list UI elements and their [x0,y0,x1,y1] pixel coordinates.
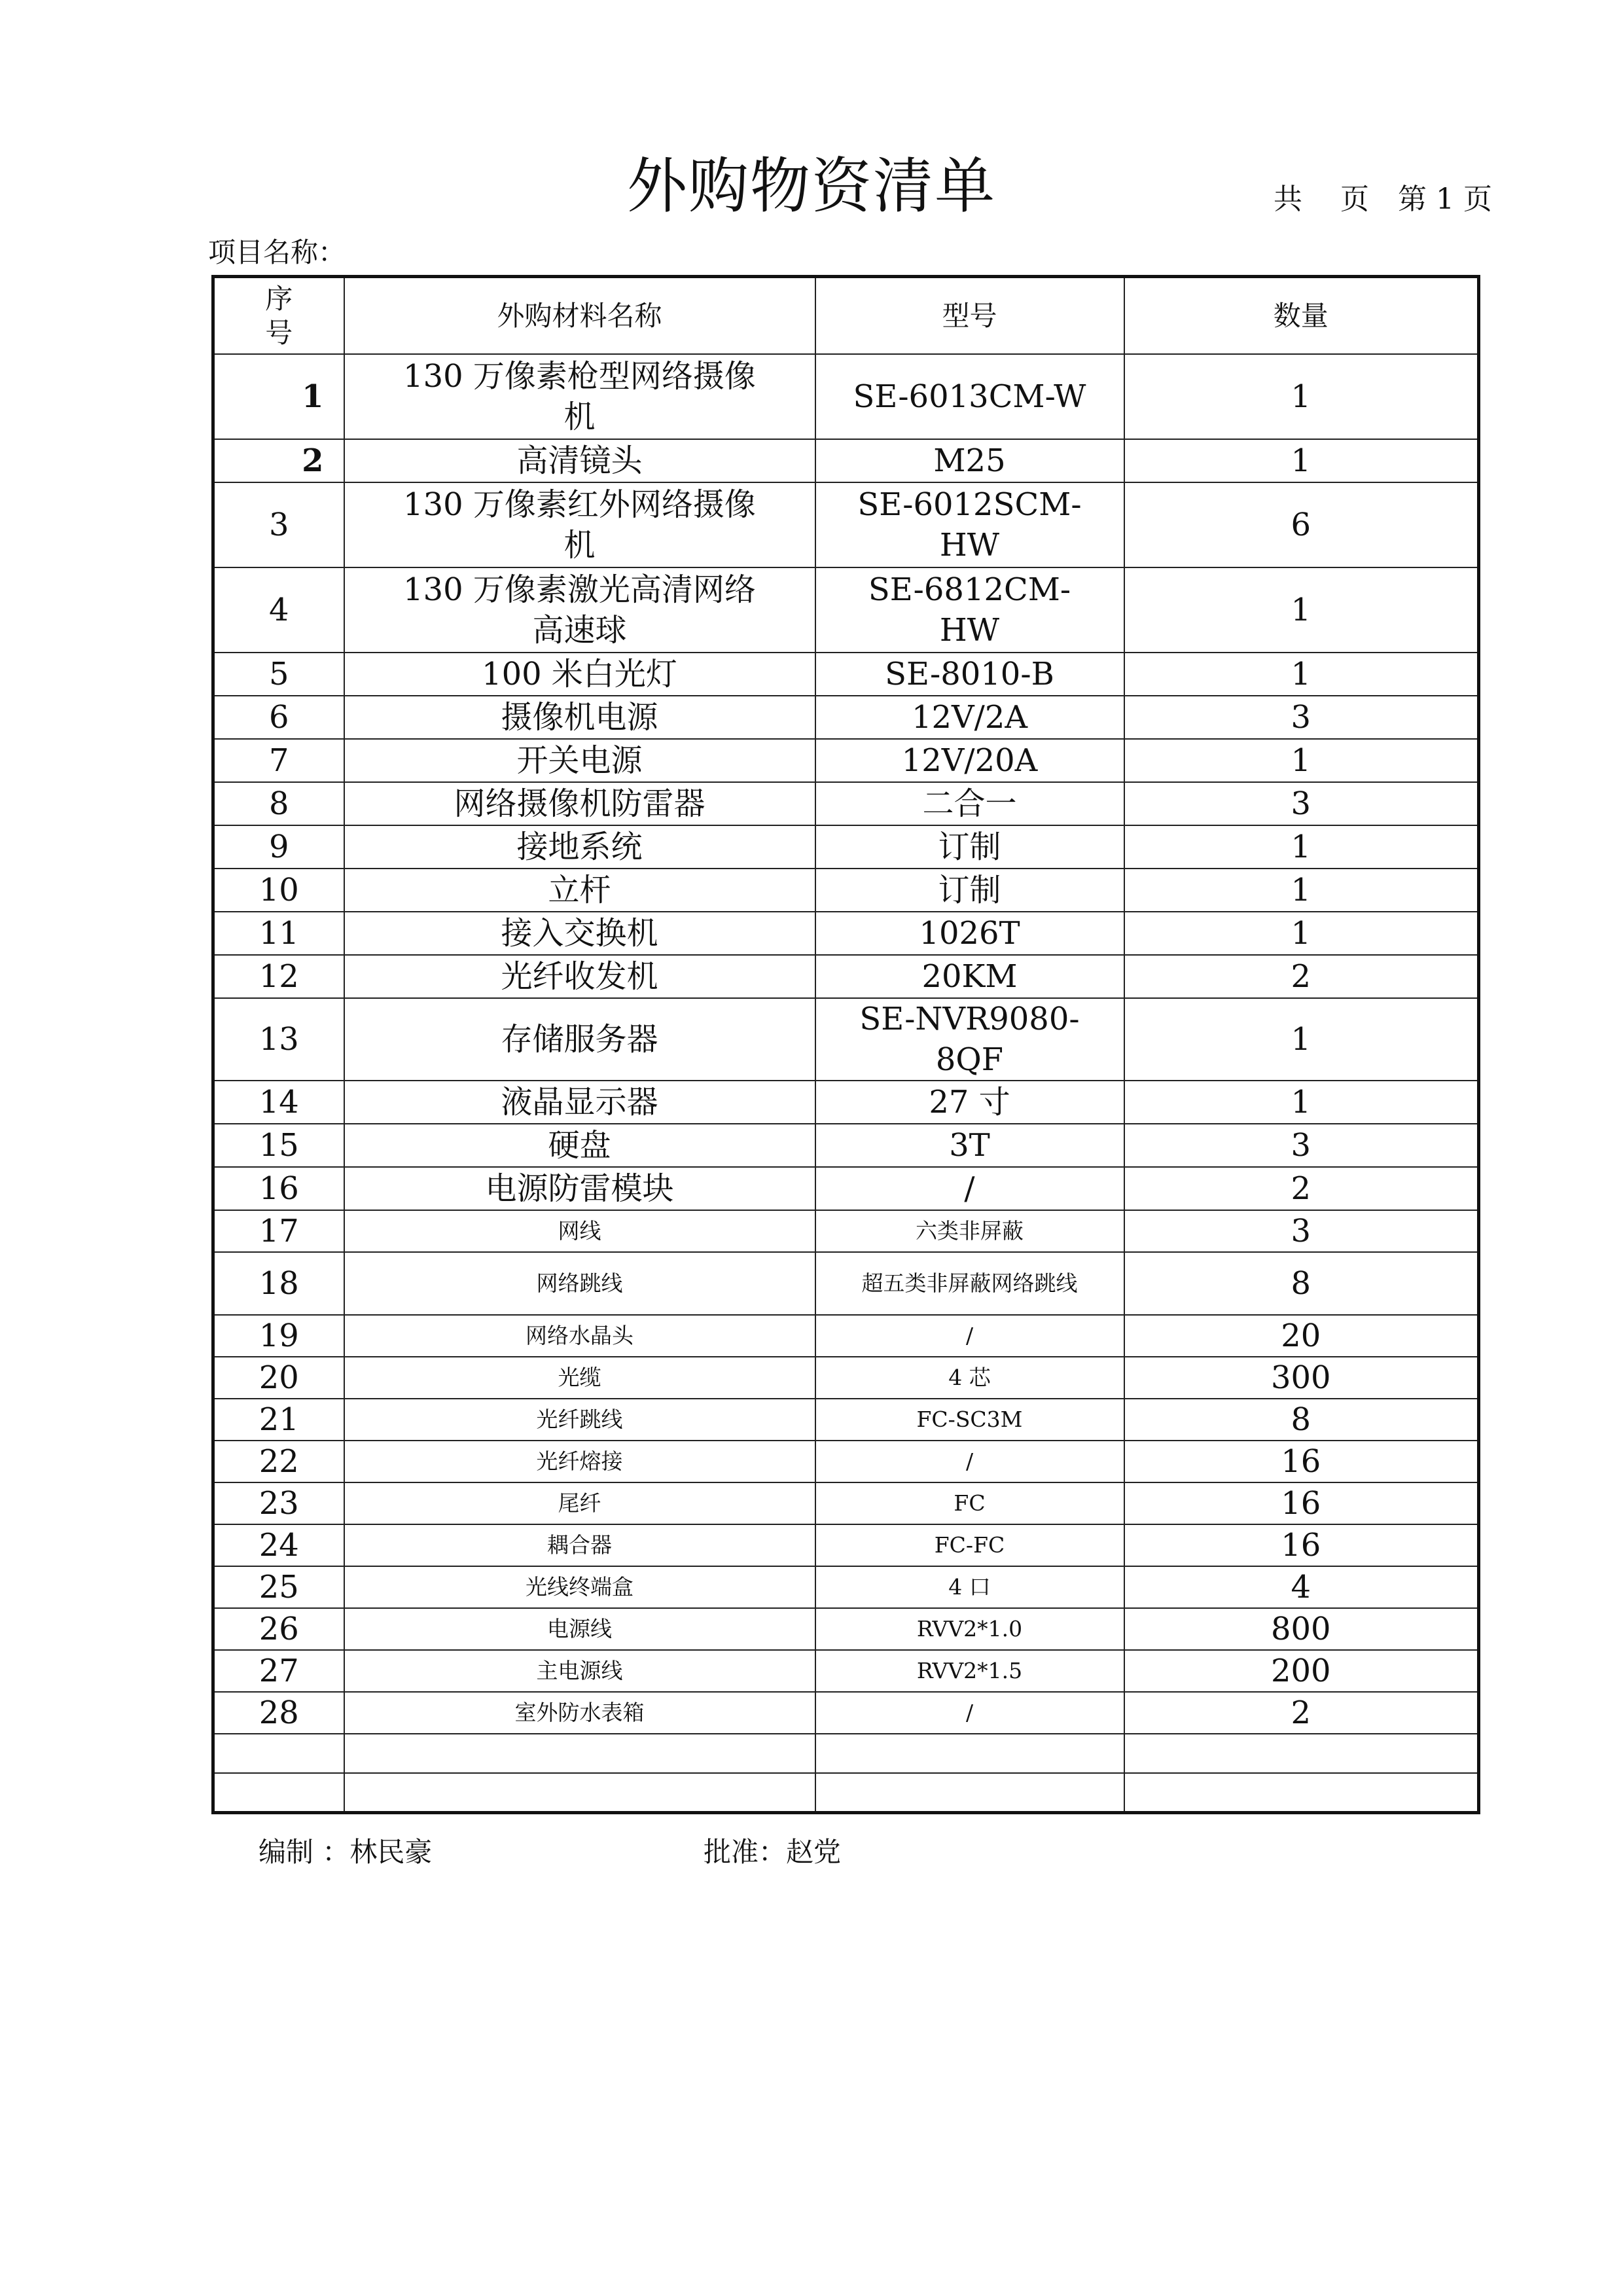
quantity: 3 [1124,696,1479,739]
model-number: 二合一 [815,782,1124,825]
quantity: 300 [1124,1357,1479,1399]
row-number: 2 [213,439,344,482]
material-name: 光纤熔接 [344,1441,815,1482]
project-name-label: 项目名称： [208,236,346,268]
row-number: 28 [213,1692,344,1734]
row-number: 5 [213,653,344,696]
table-row [213,696,1479,739]
material-name [344,1773,815,1812]
row-number: 9 [213,825,344,869]
material-name: 接地系统 [344,825,815,869]
quantity: 8 [1124,1399,1479,1441]
model-number: / [815,1315,1124,1357]
model-number: SE-NVR9080-8QF [815,998,1124,1081]
material-name: 电源线 [344,1608,815,1650]
model-number: FC [815,1482,1124,1524]
quantity: 2 [1124,1167,1479,1210]
quantity: 1 [1124,825,1479,869]
table-row [213,739,1479,782]
model-number: 订制 [815,869,1124,912]
model-number: SE-6012SCM-HW [815,482,1124,567]
table-row [213,1167,1479,1210]
material-name: 130 万像素激光高清网络高速球 [344,567,815,653]
material-name: 耦合器 [344,1524,815,1566]
material-name: 光缆 [344,1357,815,1399]
material-name: 尾纤 [344,1482,815,1524]
page-info: 共 页 第 1 页 [1274,183,1492,216]
editor-label: 编制 ：林民豪 [259,1836,433,1868]
material-name: 硬盘 [344,1124,815,1167]
table-row [213,567,1479,653]
model-number: M25 [815,439,1124,482]
row-number: 15 [213,1124,344,1167]
table-row [213,1357,1479,1399]
row-number: 24 [213,1524,344,1566]
header-no: 序号 [213,277,344,355]
row-number: 1 [213,354,344,439]
model-number: 12V/20A [815,739,1124,782]
quantity: 8 [1124,1252,1479,1315]
model-number: / [815,1692,1124,1734]
quantity: 2 [1124,1692,1479,1734]
row-number: 21 [213,1399,344,1441]
quantity: 200 [1124,1650,1479,1692]
quantity: 16 [1124,1482,1479,1524]
table-row [213,1124,1479,1167]
model-number: 27 寸 [815,1081,1124,1124]
quantity: 3 [1124,782,1479,825]
material-name: 130 万像素红外网络摄像机 [344,482,815,567]
material-name: 光纤跳线 [344,1399,815,1441]
row-number: 25 [213,1566,344,1608]
material-name: 立杆 [344,869,815,912]
quantity: 16 [1124,1524,1479,1566]
model-number: 六类非屏蔽 [815,1210,1124,1252]
model-number: 4 口 [815,1566,1124,1608]
table-row [213,1773,1479,1812]
quantity: 16 [1124,1441,1479,1482]
material-name: 电源防雷模块 [344,1167,815,1210]
table-row [213,1692,1479,1734]
material-name: 网络水晶头 [344,1315,815,1357]
row-number: 6 [213,696,344,739]
row-number: 8 [213,782,344,825]
row-number: 20 [213,1357,344,1399]
model-number [815,1734,1124,1773]
quantity: 1 [1124,739,1479,782]
table-row [213,1608,1479,1650]
row-number: 17 [213,1210,344,1252]
document-title: 外购物资清单 [626,151,996,221]
header-qty: 数量 [1124,277,1479,355]
quantity: 1 [1124,1081,1479,1124]
quantity: 1 [1124,998,1479,1081]
quantity: 1 [1124,869,1479,912]
model-number: / [815,1441,1124,1482]
table-row [213,912,1479,955]
table-row [213,782,1479,825]
model-number: 20KM [815,955,1124,998]
material-name: 液晶显示器 [344,1081,815,1124]
materials-table [211,275,1480,1814]
material-name: 网络跳线 [344,1252,815,1315]
model-number: FC-SC3M [815,1399,1124,1441]
row-number: 18 [213,1252,344,1315]
table-row [213,1441,1479,1482]
quantity: 2 [1124,955,1479,998]
row-number: 14 [213,1081,344,1124]
table-row [213,1566,1479,1608]
material-name: 高清镜头 [344,439,815,482]
material-name: 开关电源 [344,739,815,782]
table-row [213,1252,1479,1315]
table-row [213,869,1479,912]
quantity: 3 [1124,1210,1479,1252]
quantity: 1 [1124,912,1479,955]
material-name: 网络摄像机防雷器 [344,782,815,825]
row-number [213,1734,344,1773]
approver-label: 批准：赵党 [704,1836,842,1868]
quantity: 1 [1124,567,1479,653]
table-row [213,1482,1479,1524]
table-row [213,955,1479,998]
material-name: 网线 [344,1210,815,1252]
row-number: 4 [213,567,344,653]
row-number: 12 [213,955,344,998]
row-number: 27 [213,1650,344,1692]
quantity: 1 [1124,653,1479,696]
row-number: 22 [213,1441,344,1482]
model-number [815,1773,1124,1812]
row-number: 23 [213,1482,344,1524]
table-row [213,1210,1479,1252]
model-number: / [815,1167,1124,1210]
material-name: 130 万像素枪型网络摄像机 [344,354,815,439]
header-name: 外购材料名称 [344,277,815,355]
material-name: 光线终端盒 [344,1566,815,1608]
table-row [213,1081,1479,1124]
table-row [213,1315,1479,1357]
model-number: 订制 [815,825,1124,869]
table-row [213,1734,1479,1773]
table-row [213,825,1479,869]
table-row [213,1399,1479,1441]
row-number: 7 [213,739,344,782]
material-name: 主电源线 [344,1650,815,1692]
model-number: SE-8010-B [815,653,1124,696]
table-row [213,439,1479,482]
quantity [1124,1773,1479,1812]
model-number: FC-FC [815,1524,1124,1566]
table-row [213,1524,1479,1566]
material-name: 室外防水表箱 [344,1692,815,1734]
model-number: 12V/2A [815,696,1124,739]
material-name: 存储服务器 [344,998,815,1081]
table-row [213,1650,1479,1692]
table-row [213,653,1479,696]
model-number: SE-6013CM-W [815,354,1124,439]
table-row [213,998,1479,1081]
table-row [213,354,1479,439]
model-number: RVV2*1.5 [815,1650,1124,1692]
row-number: 3 [213,482,344,567]
row-number: 10 [213,869,344,912]
material-name [344,1734,815,1773]
quantity: 3 [1124,1124,1479,1167]
quantity: 1 [1124,439,1479,482]
table-header-row [213,277,1479,355]
material-name: 接入交换机 [344,912,815,955]
material-name: 摄像机电源 [344,696,815,739]
material-name: 光纤收发机 [344,955,815,998]
model-number: 3T [815,1124,1124,1167]
model-number: SE-6812CM-HW [815,567,1124,653]
model-number: 1026T [815,912,1124,955]
row-number: 16 [213,1167,344,1210]
model-number: RVV2*1.0 [815,1608,1124,1650]
quantity: 800 [1124,1608,1479,1650]
row-number: 19 [213,1315,344,1357]
header-model: 型号 [815,277,1124,355]
row-number: 13 [213,998,344,1081]
model-number: 4 芯 [815,1357,1124,1399]
quantity: 1 [1124,354,1479,439]
row-number: 26 [213,1608,344,1650]
row-number: 11 [213,912,344,955]
quantity: 6 [1124,482,1479,567]
row-number [213,1773,344,1812]
quantity [1124,1734,1479,1773]
table-row [213,482,1479,567]
material-name: 100 米白光灯 [344,653,815,696]
quantity: 20 [1124,1315,1479,1357]
model-number: 超五类非屏蔽网络跳线 [815,1252,1124,1315]
quantity: 4 [1124,1566,1479,1608]
